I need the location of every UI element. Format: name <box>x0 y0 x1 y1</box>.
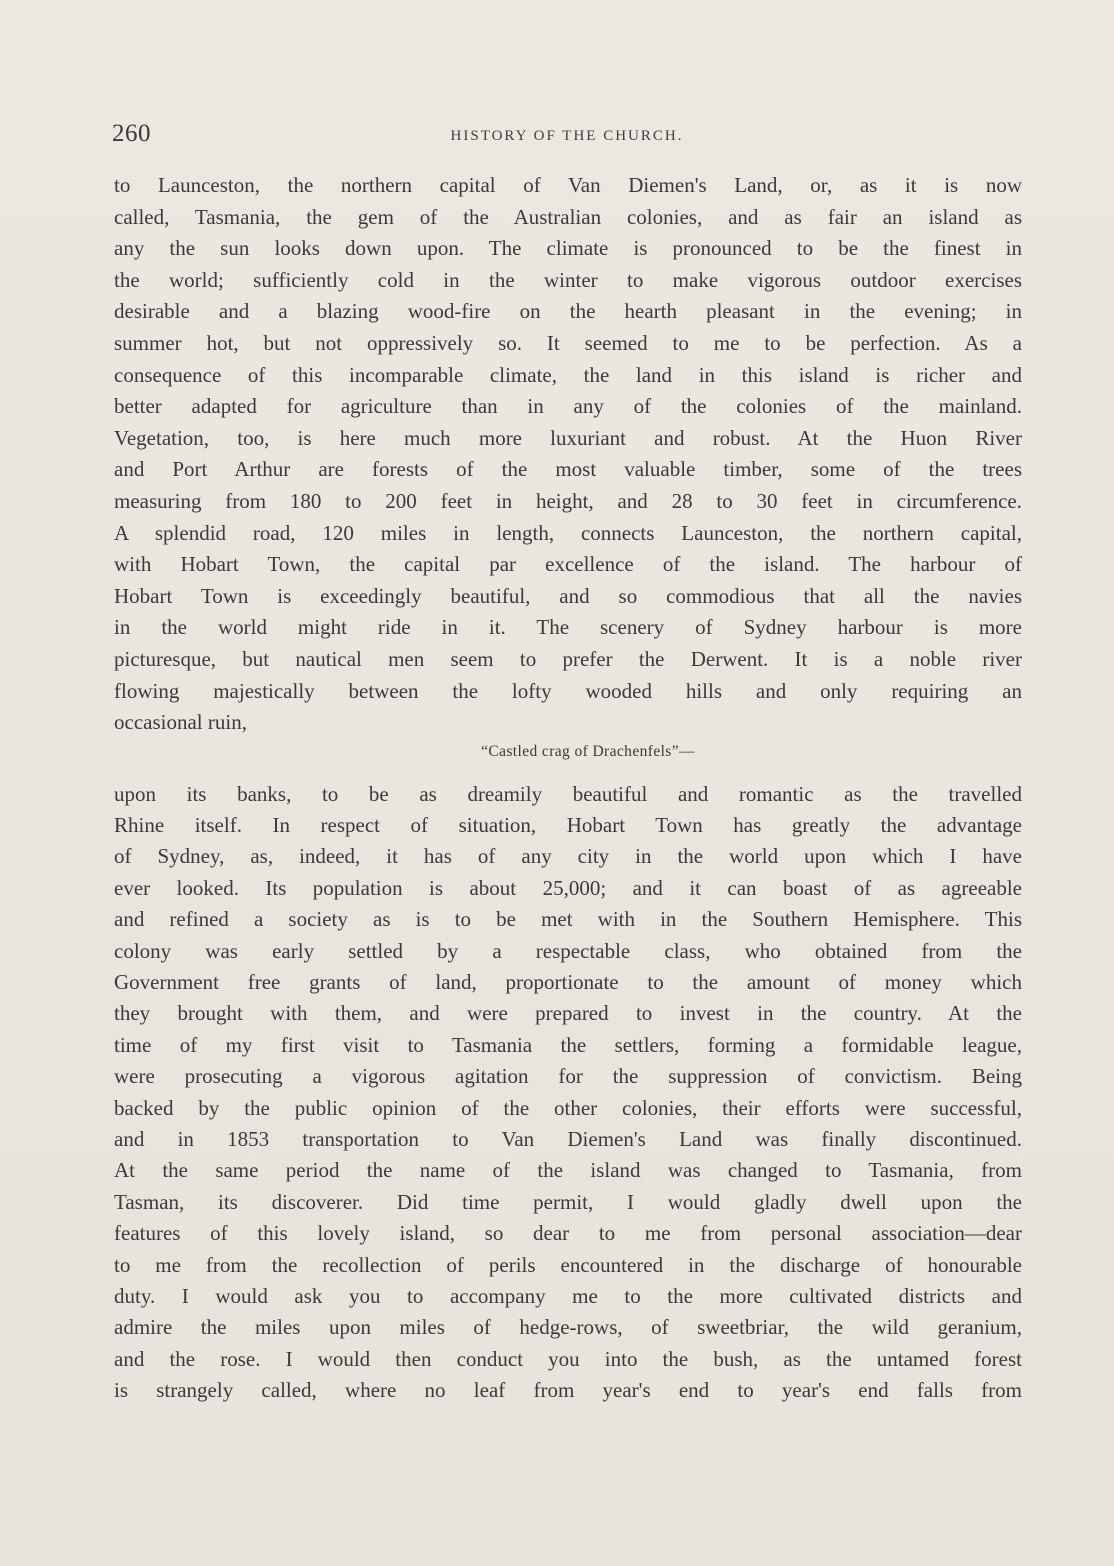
text-line: A splendid road, 120 miles in length, connects Launceston, the northern capital, <box>114 520 1022 545</box>
text-line: measuring from 180 to 200 feet in height, and 28 to 30 feet in circumference. <box>114 488 1022 513</box>
text-line: duty. I would ask you to accompany me to the more cultivated districts and <box>114 1283 1022 1308</box>
text-line: called, Tasmania, the gem of the Australian colonies, and as fair an island as <box>114 204 1022 229</box>
text-line: ever looked. Its population is about 25,000; and it can boast of as agreeable <box>114 875 1022 900</box>
text-line: and in 1853 transportation to Van Diemen's Land was finally discontinued. <box>114 1126 1022 1151</box>
text-line: summer hot, but not oppressively so. It seemed to me to be perfection. As a <box>114 330 1022 355</box>
text-line: colony was early settled by a respectable class, who obtained from the <box>114 938 1022 963</box>
text-line: consequence of this incomparable climate, the land in this island is richer and <box>114 362 1022 387</box>
text-line: with Hobart Town, the capital par excellence of the island. The harbour of <box>114 552 1022 577</box>
running-title: HISTORY OF THE CHURCH. <box>450 128 684 144</box>
text-line: to me from the recollection of perils encountered in the discharge of honourable <box>114 1252 1022 1277</box>
text-line: time of my first visit to Tasmania the settlers, forming a formidable league, <box>114 1032 1022 1057</box>
text-line: Vegetation, too, is here much more luxuriant and robust. At the Huon River <box>114 425 1022 450</box>
text-line: admire the miles upon miles of hedge-rows, of sweetbriar, the wild geranium, <box>114 1315 1022 1340</box>
text-line: the world; sufficiently cold in the winter to make vigorous outdoor exercises <box>114 267 1022 292</box>
text-line: features of this lovely island, so dear to me from personal association—dear <box>114 1221 1022 1246</box>
text-line: upon its banks, to be as dreamily beautiful and romantic as the travelled <box>114 781 1022 806</box>
text-line: occasional ruin, <box>114 710 247 735</box>
block-quotation: “Castled crag of Drachenfels”— <box>481 742 695 760</box>
paragraph-1 <box>114 170 1022 739</box>
text-line: any the sun looks down upon. The climate is pronounced to be the finest in <box>114 236 1022 261</box>
paragraph-2 <box>114 779 1022 1407</box>
text-line: Hobart Town is exceedingly beautiful, and so commodious that all the navies <box>114 583 1022 608</box>
text-line: picturesque, but nautical men seem to prefer the Derwent. It is a noble river <box>114 646 1022 671</box>
text-line: desirable and a blazing wood-fire on the hearth pleasant in the evening; in <box>114 299 1022 324</box>
text-line: and the rose. I would then conduct you into the bush, as the untamed forest <box>114 1346 1022 1371</box>
text-line: in the world might ride in it. The scenery of Sydney harbour is more <box>114 615 1022 640</box>
text-line: and Port Arthur are forests of the most valuable timber, some of the trees <box>114 457 1022 482</box>
text-line: backed by the public opinion of the other colonies, their efforts were successful, <box>114 1095 1022 1120</box>
text-line: is strangely called, where no leaf from year's end to year's end falls from <box>114 1378 1022 1403</box>
text-line: of Sydney, as, indeed, it has of any city in the world upon which I have <box>114 844 1022 869</box>
text-line: they brought with them, and were prepared to invest in the country. At the <box>114 1001 1022 1026</box>
text-line: to Launceston, the northern capital of Van Diemen's Land, or, as it is now <box>114 173 1022 197</box>
text-line: Government free grants of land, proportionate to the amount of money which <box>114 970 1022 995</box>
text-line: At the same period the name of the island was changed to Tasmania, from <box>114 1158 1022 1183</box>
text-line: flowing majestically between the lofty wooded hills and only requiring an <box>114 678 1022 703</box>
body-text <box>114 170 1022 1407</box>
page-number: 260 <box>112 120 151 147</box>
text-line: Rhine itself. In respect of situation, Hobart Town has greatly the advantage <box>114 813 1022 838</box>
page-header <box>112 118 1022 154</box>
text-line: Tasman, its discoverer. Did time permit, I would gladly dwell upon the <box>114 1189 1022 1214</box>
text-line: better adapted for agriculture than in any of the colonies of the mainland. <box>114 394 1022 419</box>
text-line: were prosecuting a vigorous agitation for the suppression of convictism. Being <box>114 1064 1022 1089</box>
text-line: and refined a society as is to be met with in the Southern Hemisphere. This <box>114 907 1022 932</box>
